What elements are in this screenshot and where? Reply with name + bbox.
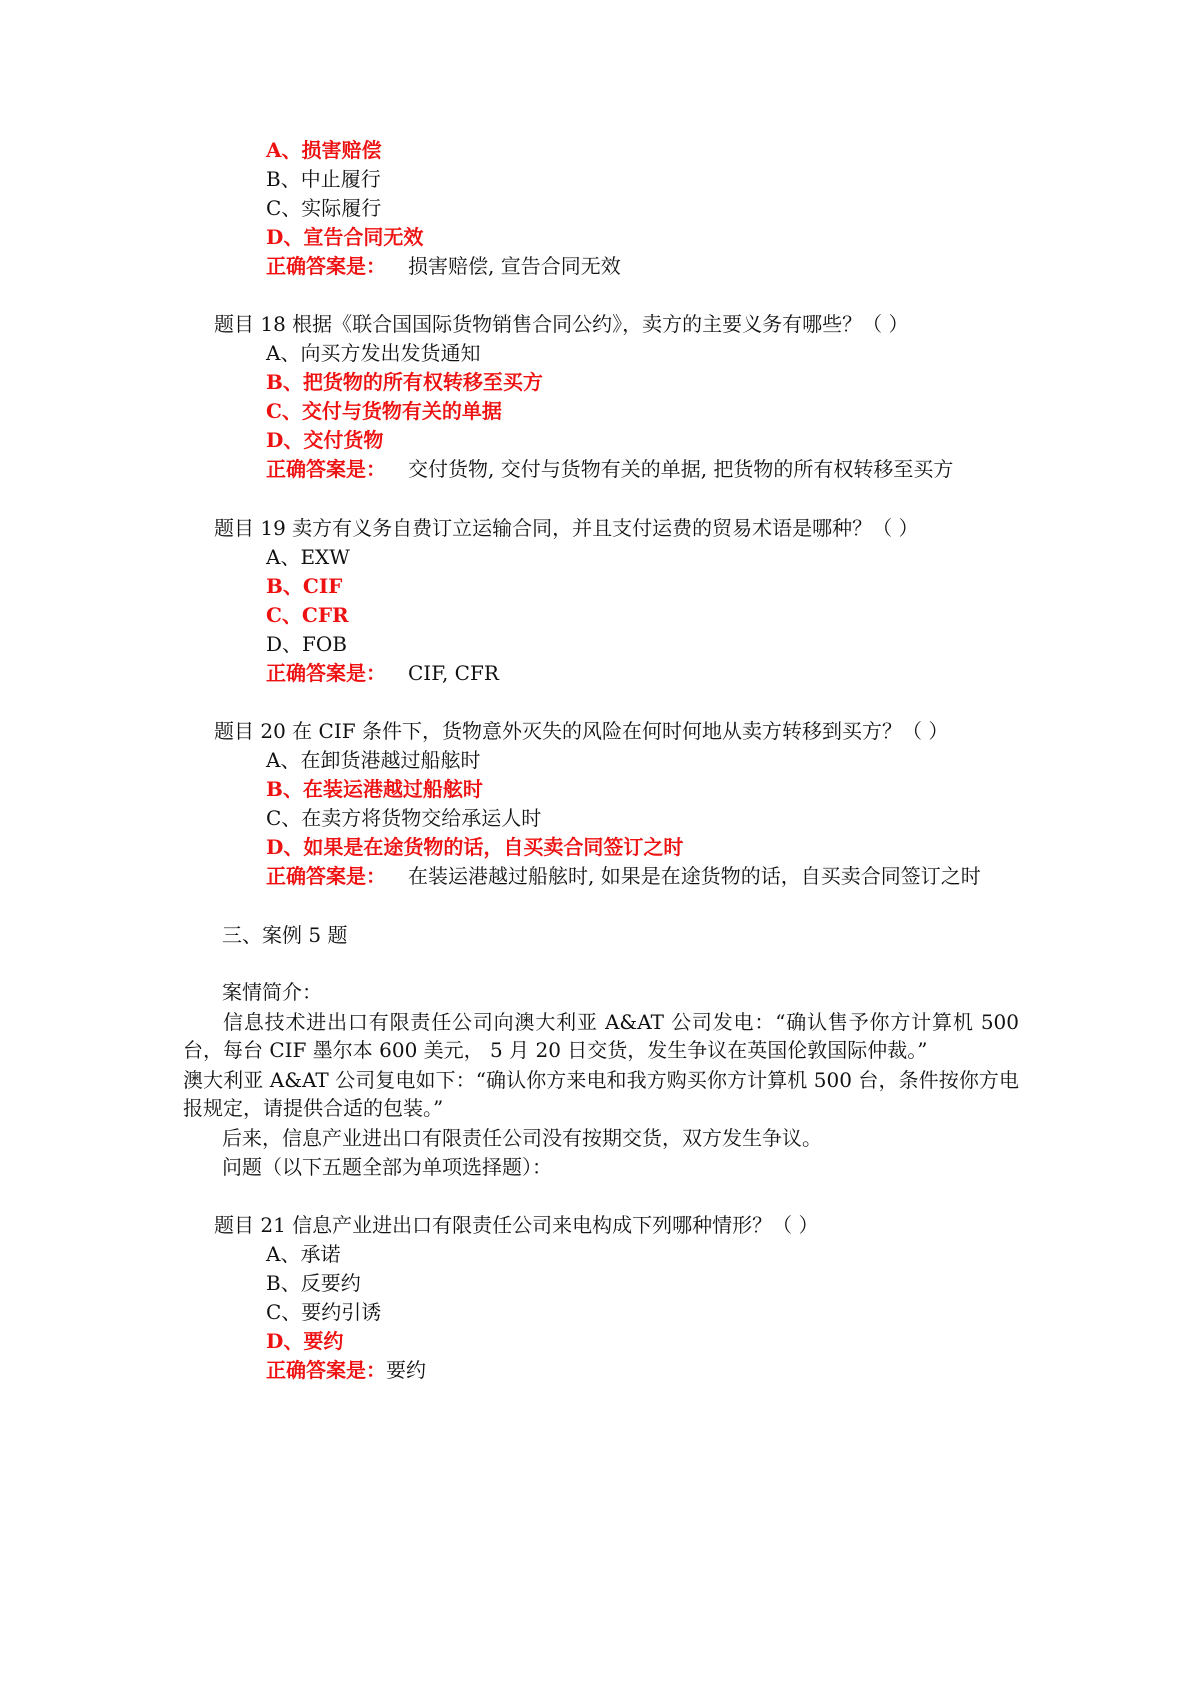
q20-question: 题目 20 在 CIF 条件下，货物意外灭失的风险在何时何地从卖方转移到买方？（ ） — [214, 719, 949, 743]
q18-option-d: D、交付货物 — [266, 428, 384, 452]
q18-option-b: B、把货物的所有权转移至买方 — [266, 370, 543, 394]
q17-answer — [266, 252, 621, 280]
q19-option-d: D、FOB — [266, 632, 348, 656]
q19-option-c: C、CFR — [266, 603, 349, 627]
case-paragraph-2: 澳大利亚 A&AT 公司复电如下：“确认你方来电和我方购买你方计算机 500 台，条件按你方电报规定，请提供合适的包装。” — [183, 1068, 1019, 1120]
q21-option-d: D、要约 — [266, 1329, 344, 1353]
q20-option-b: B、在装运港越过船舷时 — [266, 777, 483, 801]
q17-option-c: C、实际履行 — [266, 196, 382, 220]
q21-answer-value: 要约 — [386, 1358, 426, 1382]
q20-option-d: D、如果是在途货物的话，自买卖合同签订之时 — [266, 835, 684, 859]
q17-answer-label: 正确答案是： — [266, 254, 386, 278]
q18-answer — [266, 455, 953, 483]
q21-option-c: C、要约引诱 — [266, 1300, 382, 1324]
q21-question: 题目 21 信息产业进出口有限责任公司来电构成下列哪种情形？（ ） — [214, 1213, 819, 1237]
q18-answer-label: 正确答案是： — [266, 457, 386, 481]
q18-answer-value: 交付货物, 交付与货物有关的单据, 把货物的所有权转移至买方 — [408, 457, 954, 481]
q20-answer-value: 在装运港越过船舷时, 如果是在途货物的话，自买卖合同签订之时 — [408, 864, 981, 888]
case-paragraph-3: 后来，信息产业进出口有限责任公司没有按期交货，双方发生争议。 — [222, 1126, 822, 1150]
section-title: 三、案例 5 题 — [222, 923, 348, 947]
q19-option-a: A、EXW — [266, 545, 350, 569]
q21-option-b: B、反要约 — [266, 1271, 361, 1295]
q20-option-c: C、在卖方将货物交给承运人时 — [266, 806, 542, 830]
q18-option-a: A、向买方发出发货通知 — [266, 341, 481, 365]
case-intro-label: 案情简介： — [222, 980, 322, 1004]
q21-answer-label: 正确答案是： — [266, 1358, 386, 1382]
q20-option-a: A、在卸货港越过船舷时 — [266, 748, 481, 772]
q19-option-b: B、CIF — [266, 574, 343, 598]
q19-answer-value: CIF, CFR — [408, 661, 499, 685]
q19-answer-label: 正确答案是： — [266, 661, 386, 685]
q17-answer-value: 损害赔偿, 宣告合同无效 — [408, 254, 621, 278]
q17-option-b: B、中止履行 — [266, 167, 381, 191]
q19-answer — [266, 659, 499, 687]
q18-question: 题目 18 根据《联合国国际货物销售合同公约》，卖方的主要义务有哪些？（ ） — [214, 312, 909, 336]
q18-option-c: C、交付与货物有关的单据 — [266, 399, 502, 423]
q17-option-d: D、宣告合同无效 — [266, 225, 424, 249]
q20-answer — [266, 862, 981, 890]
case-paragraph-1: 信息技术进出口有限责任公司向澳大利亚 A&AT 公司发电：“确认售予你方计算机 500 台，每台 CIF 墨尔本 600 美元， 5 月 20 日交货，发生争议在英国伦敦国际仲裁。” — [183, 1010, 1019, 1062]
case-questions-note: 问题（以下五题全部为单项选择题）： — [222, 1155, 552, 1179]
q21-option-a: A、承诺 — [266, 1242, 341, 1266]
q20-answer-label: 正确答案是： — [266, 864, 386, 888]
q17-option-a: A、损害赔偿 — [266, 138, 382, 162]
q21-answer — [266, 1356, 426, 1384]
q19-question: 题目 19 卖方有义务自费订立运输合同，并且支付运费的贸易术语是哪种？（ ） — [214, 516, 919, 540]
